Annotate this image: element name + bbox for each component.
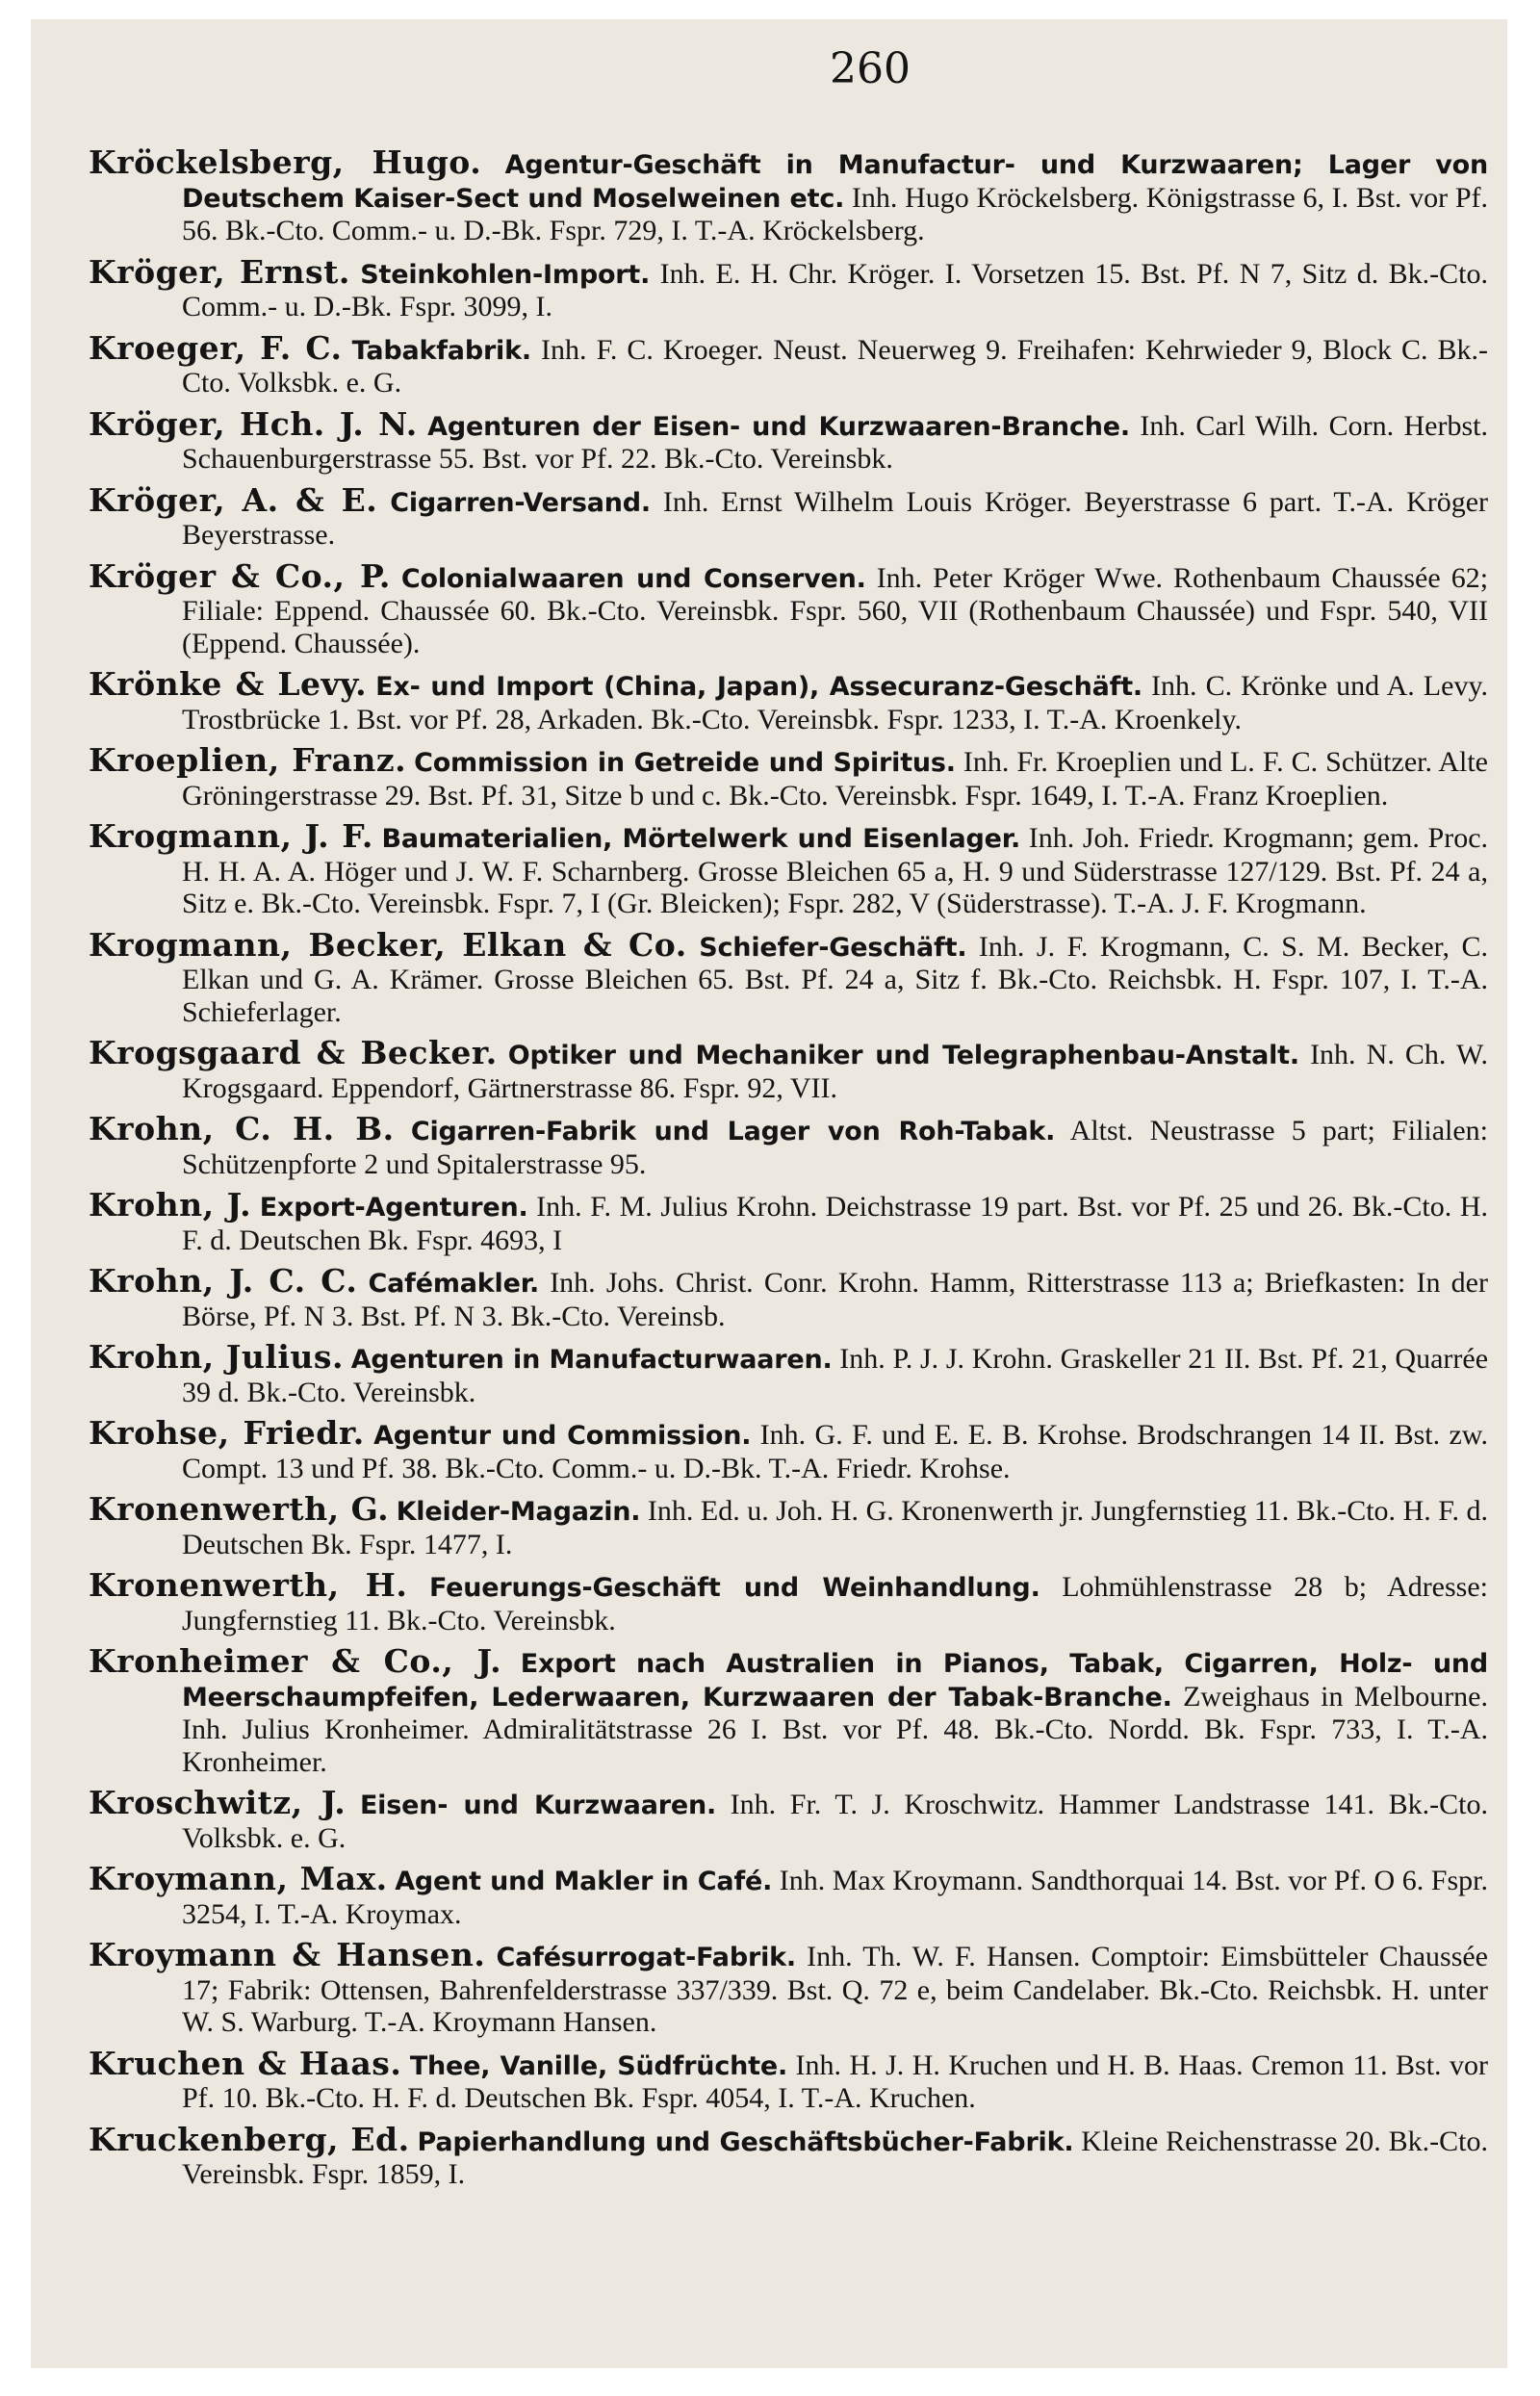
entry-details: Zweighaus in Melbourne. Inh. Julius Kronheimer. Admiralitätstrasse 26 I. Bst. vor Pf. 48. Bk.-Cto. Nordd. Bk. Fspr. 733, I. T.-A. Kronheimer. xyxy=(182,1680,1489,1778)
directory-entry xyxy=(89,1414,1489,1484)
entry-details: Kleine Reichenstrasse 20. Bk.-Cto. Vereinsbk. Fspr. 1859, I. xyxy=(182,2125,1488,2190)
directory-entry xyxy=(89,741,1488,812)
entry-details: Inh. Fr. T. J. Kroschwitz. Hammer Landstrasse 141. Bk.-Cto. Volksbk. e. G. xyxy=(182,1789,1489,1854)
entry-business: Cafémakler. xyxy=(368,1269,540,1299)
directory-entry xyxy=(89,480,1489,552)
entry-name: Kröger, Hch. J. N. xyxy=(89,404,418,443)
entry-details: Inh. G. F. und E. E. B. Krohse. Brodschrangen 14 II. Bst. zw. Compt. 13 und Pf. 38. Bk.-Cto. Comm.- u. D.-Bk. T.-A. Friedr. Krohse. xyxy=(182,1419,1489,1484)
entry-business: Cigarren-Versand. xyxy=(390,487,651,518)
entry-name: Kröckelsberg, Hugo. xyxy=(89,143,482,181)
entry-name: Krohse, Friedr. xyxy=(89,1414,365,1452)
directory-entry xyxy=(89,1034,1489,1104)
entry-business: Eisen- und Kurzwaaren. xyxy=(359,1791,717,1820)
entry-business: Feuerungs-Geschäft und Weinhandlung. xyxy=(428,1573,1040,1603)
entry-details: Inh. Carl Wilh. Corn. Herbst. Schauenburgerstrasse 55. Bst. vor Pf. 22. Bk.-Cto. Vereinsbk. xyxy=(182,409,1488,475)
entry-name: Kroeplien, Franz. xyxy=(89,741,407,779)
entry-name: Kröger, A. & E. xyxy=(89,480,378,519)
entry-details: Inh. Ed. u. Joh. H. G. Kronenwerth jr. Jungfernstieg 11. Bk.-Cto. H. F. d. Deutschen Bk. Fspr. 1477, I. xyxy=(182,1495,1489,1560)
entry-business: Papierhandlung und Geschäftsbücher-Fabrik. xyxy=(417,2126,1074,2157)
directory-entry xyxy=(89,1262,1488,1332)
directory-entry xyxy=(89,328,1489,399)
entry-business: Agenturen der Eisen- und Kurzwaaren-Branche. xyxy=(427,411,1130,442)
entry-details: Inh. Fr. Kroeplien und L. F. C. Schützer. Alte Gröningerstrasse 29. Bst. Pf. 31, Sitze b und c. Bk.-Cto. Vereinsbk. Fspr. 1649, I. T.-A. Franz Kroeplien. xyxy=(182,746,1488,812)
directory-entry xyxy=(89,2044,1489,2115)
directory-entry xyxy=(89,1860,1488,1930)
entry-business: Kleider-Magazin. xyxy=(396,1497,641,1527)
entry-details: Inh. C. Krönke und A. Levy. Trostbrücke 1. Bst. vor Pf. 28, Arkaden. Bk.-Cto. Vereinsbk. Fspr. 1233, I. T.-A. Kroenkely. xyxy=(182,670,1488,735)
entry-business: Ex- und Import (China, Japan), Assecuranz-Geschäft. xyxy=(375,672,1142,702)
entry-name: Kroschwitz, J. xyxy=(89,1784,346,1821)
entry-business: Thee, Vanille, Südfrüchte. xyxy=(409,2050,788,2081)
entry-details: Inh. Hugo Kröckelsberg. Königstrasse 6, I. Bst. vor Pf. 56. Bk.-Cto. Comm.- u. D.-Bk. Fspr. 729, I. T.-A. Kröckelsberg. xyxy=(182,181,1489,246)
directory-entry xyxy=(89,252,1489,323)
entry-business: Agent und Makler in Café. xyxy=(395,1867,773,1896)
entry-business: Cafésurrogat-Fabrik. xyxy=(496,1943,796,1972)
directory-entry xyxy=(89,1490,1489,1560)
directory-entry xyxy=(89,665,1488,735)
entry-business: Tabakfabrik. xyxy=(351,335,531,366)
entry-name: Kronheimer & Co., J. xyxy=(89,1642,502,1680)
entry-details: Inh. Peter Kröger Wwe. Rothenbaum Chaussée 62; Filiale: Eppend. Chaussée 60. Bk.-Cto. Vereinsbk. Fspr. 560, VII (Rothenbaum Chaussée) und Fspr. 540, VII (Eppend. Chaussée). xyxy=(182,561,1489,659)
entry-name: Krogmann, Becker, Elkan & Co. xyxy=(89,925,687,964)
entry-business: Baumaterialien, Mörtelwerk und Eisenlager. xyxy=(381,824,1021,854)
entry-details: Inh. J. F. Krogmann, C. S. M. Becker, C. Elkan und G. A. Krämer. Grosse Bleichen 65. Bst. Pf. 24 a, Sitz f. Bk.-Cto. Reichsbk. H. Fspr. 107, I. T.-A. Schieferlager. xyxy=(182,930,1488,1028)
entry-business: Cigarren-Fabrik und Lager von Roh-Tabak. xyxy=(410,1117,1056,1146)
directory-entry xyxy=(89,1936,1489,2039)
entry-name: Krogsgaard & Becker. xyxy=(89,1034,498,1071)
directory-entry xyxy=(89,404,1488,476)
entry-name: Kröger & Co., P. xyxy=(89,556,391,595)
directory-entry xyxy=(89,1784,1489,1854)
entry-details: Inh. E. H. Chr. Kröger. I. Vorsetzen 15. Bst. Pf. N 7, Sitz d. Bk.-Cto. Comm.- u. D.-Bk. Fspr. 3099, I. xyxy=(182,257,1489,322)
entry-business: Colonialwaaren und Conserven. xyxy=(400,563,866,594)
directory-entry xyxy=(89,143,1489,247)
entry-details: Inh. Max Kroymann. Sandthorquai 14. Bst. vor Pf. O 6. Fspr. 3254, I. T.-A. Kroymax. xyxy=(182,1865,1488,1930)
entry-details: Inh. F. M. Julius Krohn. Deichstrasse 19 part. Bst. vor Pf. 25 und 26. Bk.-Cto. H. F. d. Deutschen Bk. Fspr. 4693, I xyxy=(182,1191,1488,1256)
entry-list xyxy=(89,143,1489,2191)
entry-business: Schiefer-Geschäft. xyxy=(699,932,967,963)
entry-business: Export nach Australien in Pianos, Tabak, Cigarren, Holz- und Meerschaumpfeifen, Lederwaaren, Kurzwaaren der Tabak-Branche. xyxy=(182,1649,1489,1713)
entry-business: Optiker und Mechaniker und Telegraphenbau-Anstalt. xyxy=(507,1041,1299,1070)
entry-business: Steinkohlen-Import. xyxy=(360,259,651,290)
directory-entry xyxy=(89,1338,1489,1408)
directory-entry xyxy=(89,556,1489,660)
directory-entry xyxy=(89,1186,1488,1256)
entry-name: Krohn, J. C. C. xyxy=(89,1262,358,1300)
entry-details: Inh. N. Ch. W. Krogsgaard. Eppendorf, Gärtnerstrasse 86. Fspr. 92, VII. xyxy=(182,1039,1489,1104)
directory-page xyxy=(31,19,1507,2368)
entry-details: Inh. P. J. J. Krohn. Graskeller 21 II. Bst. Pf. 21, Quarrée 39 d. Bk.-Cto. Vereinsbk. xyxy=(182,1343,1489,1408)
directory-entry xyxy=(89,817,1489,920)
entry-name: Kruckenberg, Ed. xyxy=(89,2120,410,2158)
entry-name: Krohn, Julius. xyxy=(89,1338,344,1376)
directory-entry xyxy=(89,1642,1489,1778)
entry-name: Kröger, Ernst. xyxy=(89,252,350,291)
page-number: 260 xyxy=(830,44,911,93)
directory-entry xyxy=(89,1110,1488,1180)
entry-details: Inh. Joh. Friedr. Krogmann; gem. Proc. H. H. A. A. Höger und J. W. F. Scharnberg. Grosse Bleichen 65 a, H. 9 und Süderstrasse 127/129. Bst. Pf. 24 a, Sitz e. Bk.-Cto. Vereinsbk. Fspr. 7, I (Gr. Bleicken); Fspr. 282, V (Süderstrasse). T.-A. J. F. Krogmann. xyxy=(182,822,1489,919)
directory-entry xyxy=(89,1566,1488,1636)
entry-details: Inh. H. J. H. Kruchen und H. B. Haas. Cremon 11. Bst. vor Pf. 10. Bk.-Cto. H. F. d. Deutschen Bk. Fspr. 4054, I. T.-A. Kruchen. xyxy=(182,2048,1489,2114)
entry-business: Export-Agenturen. xyxy=(259,1193,528,1223)
entry-name: Kroymann & Hansen. xyxy=(89,1936,486,1973)
entry-business: Agentur-Geschäft in Manufactur- und Kurzwaaren; Lager von Deutschem Kaiser-Sect und Moselweinen etc. xyxy=(182,150,1488,214)
entry-name: Krönke & Levy. xyxy=(89,665,368,703)
entry-business: Commission in Getreide und Spiritus. xyxy=(414,748,956,778)
entry-name: Kroeger, F. C. xyxy=(89,328,343,367)
entry-details: Inh. Johs. Christ. Conr. Krohn. Hamm, Ritterstrasse 113 a; Briefkasten: In der Börse, Pf. N 3. Bst. Pf. N 3. Bk.-Cto. Vereinsb. xyxy=(182,1267,1488,1332)
entry-name: Kronenwerth, G. xyxy=(89,1490,390,1528)
entry-name: Krohn, J. xyxy=(89,1186,252,1224)
entry-details: Lohmühlenstrasse 28 b; Adresse: Jungfernstieg 11. Bk.-Cto. Vereinsbk. xyxy=(182,1571,1488,1636)
entry-business: Agentur und Commission. xyxy=(373,1421,752,1451)
directory-entry xyxy=(89,925,1488,1029)
entry-name: Kruchen & Haas. xyxy=(89,2044,402,2082)
entry-name: Kroymann, Max. xyxy=(89,1860,388,1897)
entry-details: Inh. Th. W. F. Hansen. Comptoir: Eimsbütteler Chaussée 17; Fabrik: Ottensen, Bahrenfelderstrasse 337/339. Bst. Q. 72 e, beim Candelaber. Bk.-Cto. Reichsbk. H. unter W. S. Warburg. T.-A. Kroymann Hansen. xyxy=(182,1941,1489,2038)
entry-name: Kronenwerth, H. xyxy=(89,1566,408,1604)
entry-business: Agenturen in Manufacturwaaren. xyxy=(350,1345,833,1375)
entry-details: Altst. Neustrasse 5 part; Filialen: Schützenpforte 2 und Spitalerstrasse 95. xyxy=(182,1115,1488,1180)
entry-name: Krohn, C. H. B. xyxy=(89,1110,395,1147)
entry-details: Inh. Ernst Wilhelm Louis Kröger. Beyerstrasse 6 part. T.-A. Kröger Beyerstrasse. xyxy=(182,485,1489,551)
entry-name: Krogmann, J. F. xyxy=(89,817,373,855)
entry-details: Inh. F. C. Kroeger. Neust. Neuerweg 9. Freihafen: Kehrwieder 9, Block C. Bk.-Cto. Volksbk. e. G. xyxy=(182,333,1489,399)
directory-entry xyxy=(89,2120,1488,2191)
